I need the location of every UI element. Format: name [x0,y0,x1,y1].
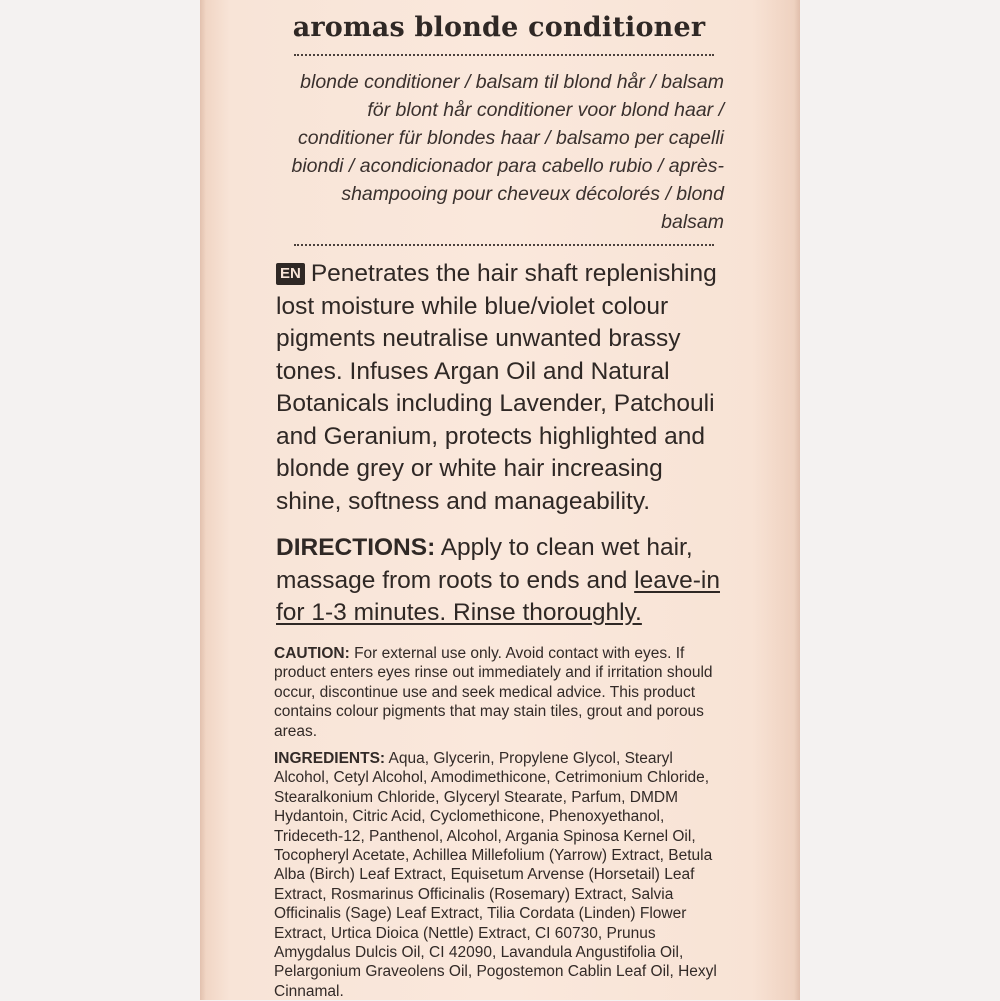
ingredients-text: Aqua, Glycerin, Propylene Glycol, Stearyl Alcohol, Cetyl Alcohol, Amodimethicone, Cetrimonium Chloride, Stearalkonium Chloride, Glyceryl Stearate, Parfum, DMDM Hydantoin, Citric Acid, Cyclomethicone, Phenoxyethanol, Trideceth-12, Panthenol, Alcohol, Argania Spinosa Kernel Oil, Tocopheryl Acetate, Achillea Millefolium (Yarrow) Extract, Betula Alba (Birch) Leaf Extract, Equisetum Arvense (Horsetail) Leaf Extract, Rosmarinus Officinalis (Rosemary) Extract, Salvia Officinalis (Sage) Leaf Extract, Tilia Cordata (Linden) Flower Extract, Urtica Dioica (Nettle) Extract, CI 60730, Prunus Amygdalus Dulcis Oil, CI 42090, Lavandula Angustifolia Oil, Pelargonium Graveolens Oil, Pogostemon Cablin Leaf Oil, Hexyl Cinnamal. [274,750,717,1000]
bottle-label-panel [200,0,800,1000]
caution-text: For external use only. Avoid contact with eyes. If product enters eyes rinse out immediately and if irritation should occur, discontinue use and seek medical advice. This product contains colour pigments that may stain tiles, grout and porous areas. [274,644,713,740]
product-translations: blonde conditioner / balsam til blond hår / balsam för blont hår conditioner voor blond haar / conditioner für blondes haar / balsamo per capelli biondi / acondicionador para cabello rubio / après-shampooing pour cheveux décolorés / blond balsam [291,71,724,233]
ingredients-heading: INGREDIENTS: [274,750,386,767]
directions-block [276,532,724,630]
bottle-edge-right [794,0,800,1000]
directions-heading: DIRECTIONS: [276,534,436,561]
caution-block [274,644,724,742]
description-block [276,258,724,518]
product-title: aromas blonde conditioner [292,12,706,43]
caution-heading: CAUTION: [274,644,350,662]
language-badge: EN [276,263,305,285]
directions-underlined-text: leave-in for 1-3 minutes. Rinse thoroughly. [276,566,720,626]
description-text: Penetrates the hair shaft replenishing lost moisture while blue/violet colour pigments neutralise unwanted brassy tones. Infuses Argan Oil and Natural Botanicals including Lavender, Patchouli and Geranium, protects highlighted and blonde grey or white hair increasing shine, softness and manageability. [276,260,717,515]
product-label [274,0,724,1001]
dotted-divider-top [294,54,714,56]
directions-text: Apply to clean wet hair, massage from roots to ends and [276,534,693,594]
ingredients-block [274,749,724,1001]
bottle-edge-left [200,0,206,1000]
dotted-divider-bottom [294,244,714,246]
